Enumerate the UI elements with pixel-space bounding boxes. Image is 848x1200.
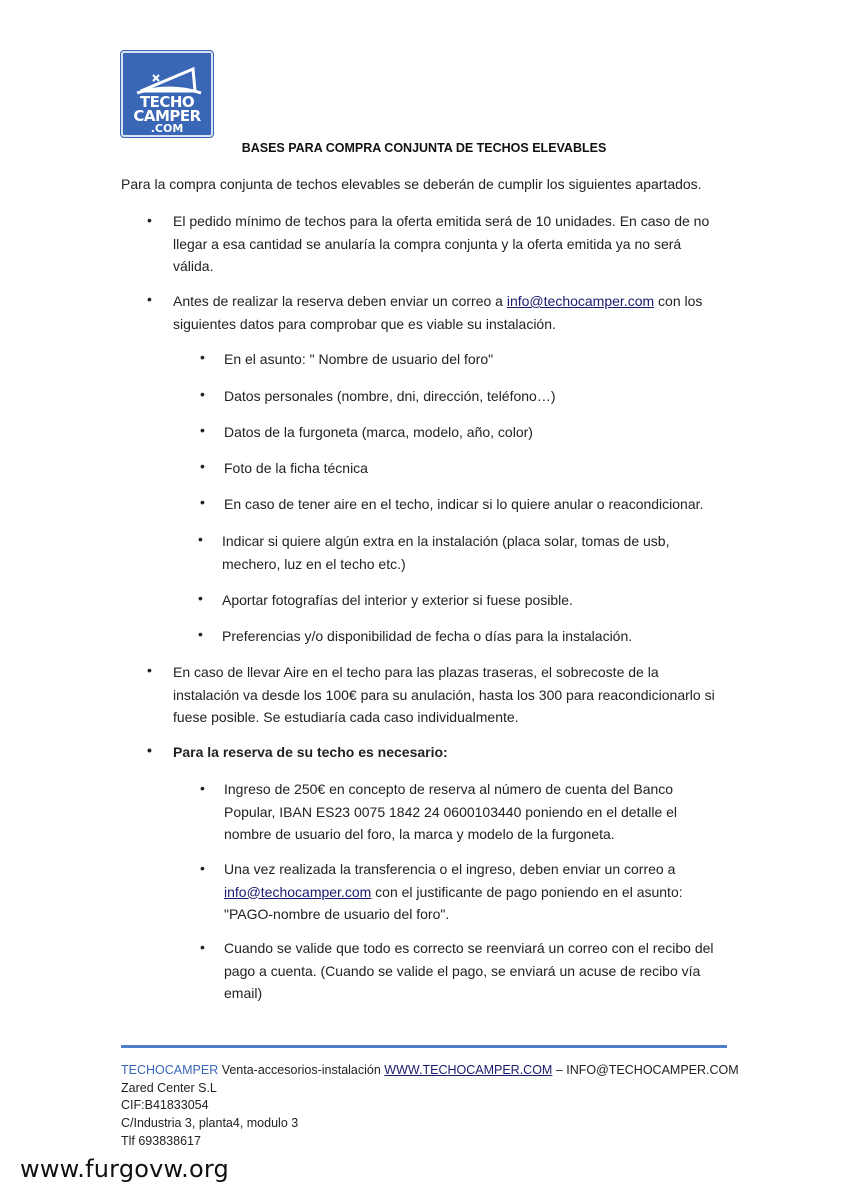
email-link[interactable]: info@techocamper.com bbox=[224, 883, 372, 900]
bullet: • bbox=[147, 291, 152, 307]
footer-cif: CIF:B41833054 bbox=[121, 1098, 209, 1113]
text-line: Popular, IBAN ES23 0075 1842 24 0600103440 poniendo en el detalle el bbox=[224, 803, 678, 820]
footer-tagline: Venta-accesorios-instalación bbox=[218, 1063, 385, 1077]
footer-line-brand bbox=[121, 1062, 739, 1080]
text-line: válida. bbox=[173, 258, 214, 274]
sub-bullet: • bbox=[200, 780, 205, 796]
bullet: • bbox=[147, 212, 152, 228]
sub-bullet: • bbox=[200, 386, 205, 402]
techocamper-logo bbox=[121, 51, 213, 137]
text-segment: Antes de realizar la reserva deben enviar un correo a bbox=[173, 293, 507, 309]
text-line: email) bbox=[224, 985, 263, 1001]
bullet: • bbox=[147, 662, 152, 678]
text-segment: con los bbox=[654, 293, 703, 309]
sub-item-technical-sheet: Foto de la ficha técnica bbox=[224, 460, 368, 476]
watermark: www.furgovw.org bbox=[20, 1155, 229, 1183]
logo-text-camper: CAMPER bbox=[133, 107, 201, 125]
item-reservation-heading: Para la reserva de su techo es necesario: bbox=[173, 744, 448, 760]
sub-item-deposit bbox=[224, 778, 734, 846]
sub-bullet: • bbox=[200, 939, 205, 955]
text-line: siguientes datos para comprobar que es viable su instalación. bbox=[173, 315, 556, 332]
text-line: nombre de usuario del foro, la marca y modelo de la furgoneta. bbox=[224, 826, 615, 842]
sub-item-photos: Aportar fotografías del interior y exterior si fuese posible. bbox=[222, 592, 573, 608]
sub-item-payment-email bbox=[224, 858, 734, 926]
text-line: Una vez realizada la transferencia o el ingreso, deben enviar un correo a bbox=[224, 861, 676, 877]
footer-phone: Tlf 693838617 bbox=[121, 1133, 201, 1148]
item-send-email bbox=[173, 290, 733, 335]
sub-item-van-data: Datos de la furgoneta (marca, modelo, año, color) bbox=[224, 424, 533, 440]
sub-bullet: • bbox=[198, 590, 203, 606]
sub-item-preferences: Preferencias y/o disponibilidad de fecha o días para la instalación. bbox=[222, 628, 633, 644]
item-air-surcharge bbox=[173, 661, 733, 729]
item-minimum-order bbox=[173, 210, 733, 278]
website-link[interactable]: WWW.TECHOCAMPER.COM bbox=[384, 1063, 553, 1077]
bullet: • bbox=[147, 742, 152, 758]
sub-bullet: • bbox=[200, 494, 205, 510]
email-link[interactable]: info@techocamper.com bbox=[506, 293, 655, 309]
text-line: pago a cuenta. (Cuando se valide el pago, se enviará un acuse de recibo vía bbox=[224, 962, 701, 979]
text-line: mechero, luz en el techo etc.) bbox=[222, 555, 406, 572]
text-line: El pedido mínimo de techos para la oferta emitida será de 10 unidades. En caso de no bbox=[173, 213, 710, 229]
sub-bullet: • bbox=[200, 349, 205, 365]
text-line: instalación va desde los 100€ para su anulación, hasta los 300 para reacondicionarlo si bbox=[173, 686, 715, 703]
sub-bullet: • bbox=[198, 531, 203, 547]
text-line: fuese posible. Se estudiaría cada caso individualmente. bbox=[173, 709, 519, 725]
sub-item-extras bbox=[222, 530, 732, 575]
document-title: BASES PARA COMPRA CONJUNTA DE TECHOS ELEVABLES bbox=[241, 141, 607, 155]
footer-divider bbox=[121, 1045, 727, 1048]
sub-item-air-conditioning: En caso de tener aire en el techo, indicar si lo quiere anular o reacondicionar. bbox=[224, 496, 704, 512]
text-line: En caso de llevar Aire en el techo para las plazas traseras, el sobrecoste de la bbox=[173, 664, 659, 680]
text-line: Indicar si quiere algún extra en la instalación (placa solar, tomas de usb, bbox=[222, 533, 670, 549]
logo-text-techo: TECHO bbox=[139, 93, 195, 111]
sub-bullet: • bbox=[200, 860, 205, 876]
footer-email: – INFO@TECHOCAMPER.COM bbox=[552, 1063, 739, 1077]
sub-bullet: • bbox=[200, 422, 205, 438]
footer-brand: TECHOCAMPER bbox=[121, 1063, 219, 1077]
logo-text-com: .COM bbox=[150, 122, 184, 135]
footer-address: C/Industria 3, planta4, modulo 3 bbox=[121, 1116, 299, 1131]
sub-bullet: • bbox=[200, 458, 205, 474]
text-line bbox=[173, 290, 733, 313]
sub-item-validation bbox=[224, 937, 734, 1005]
text-line: Cuando se valide que todo es correcto se reenviará un correo con el recibo del bbox=[224, 940, 714, 956]
text-line: Ingreso de 250€ en concepto de reserva al número de cuenta del Banco bbox=[224, 781, 674, 797]
text-segment: con el justificante de pago poniendo en el asunto: bbox=[371, 883, 683, 900]
sub-item-personal-data: Datos personales (nombre, dni, dirección, teléfono…) bbox=[224, 388, 556, 404]
footer bbox=[121, 1062, 739, 1151]
sub-bullet: • bbox=[198, 626, 203, 642]
text-line: "PAGO-nombre de usuario del foro". bbox=[224, 906, 450, 922]
footer-company: Zared Center S.L bbox=[121, 1080, 217, 1095]
text-line bbox=[224, 881, 734, 904]
sub-item-subject: En el asunto: " Nombre de usuario del foro" bbox=[224, 351, 494, 367]
text-line: llegar a esa cantidad se anularía la compra conjunta y la oferta emitida ya no será bbox=[173, 235, 682, 252]
intro-paragraph: Para la compra conjunta de techos elevables se deberán de cumplir los siguientes apartados. bbox=[121, 176, 702, 192]
